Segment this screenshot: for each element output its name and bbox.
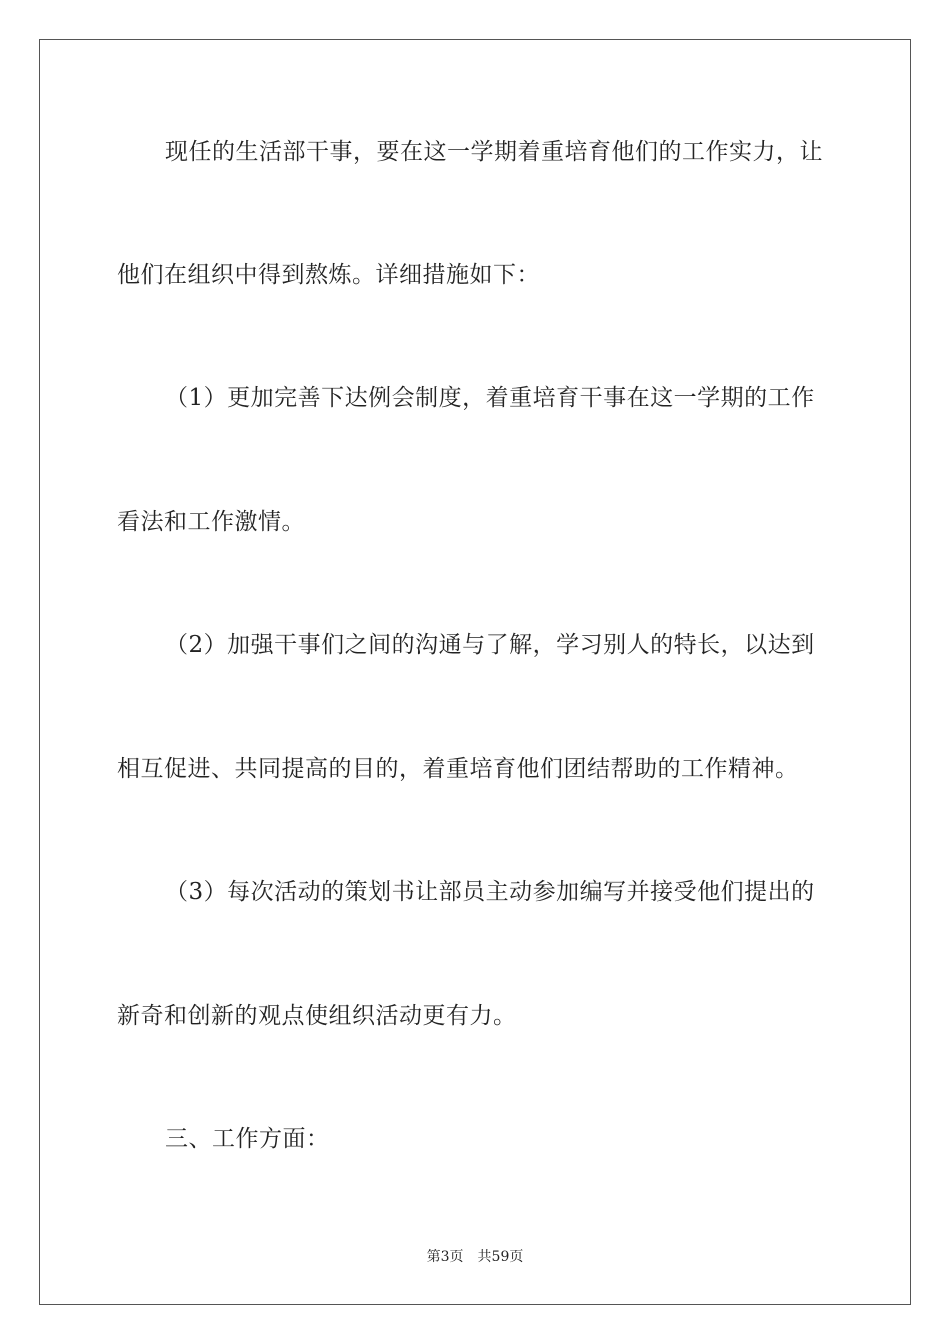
paragraph-line-5: （2）加强干事们之间的沟通与了解，学习别人的特长，以达到 xyxy=(165,632,815,658)
page-footer xyxy=(0,1247,950,1267)
page-frame xyxy=(39,39,911,1305)
section-heading: 三、工作方面： xyxy=(165,1126,330,1152)
paragraph-line-8: 新奇和创新的观点使组织活动更有力。 xyxy=(117,1003,517,1029)
paragraph-line-3: （1）更加完善下达例会制度，着重培育干事在这一学期的工作 xyxy=(165,385,815,411)
paragraph-line-2: 他们在组织中得到熬炼。详细措施如下： xyxy=(117,262,540,288)
page-number: 第3页 xyxy=(426,1249,464,1265)
total-pages: 共59页 xyxy=(477,1249,524,1265)
paragraph-line-1: 现任的生活部干事，要在这一学期着重培育他们的工作实力，让 xyxy=(165,139,823,165)
paragraph-line-6: 相互促进、共同提高的目的，着重培育他们团结帮助的工作精神。 xyxy=(117,756,799,782)
paragraph-line-7: （3）每次活动的策划书让部员主动参加编写并接受他们提出的 xyxy=(165,879,815,905)
paragraph-line-4: 看法和工作激情。 xyxy=(117,509,305,535)
